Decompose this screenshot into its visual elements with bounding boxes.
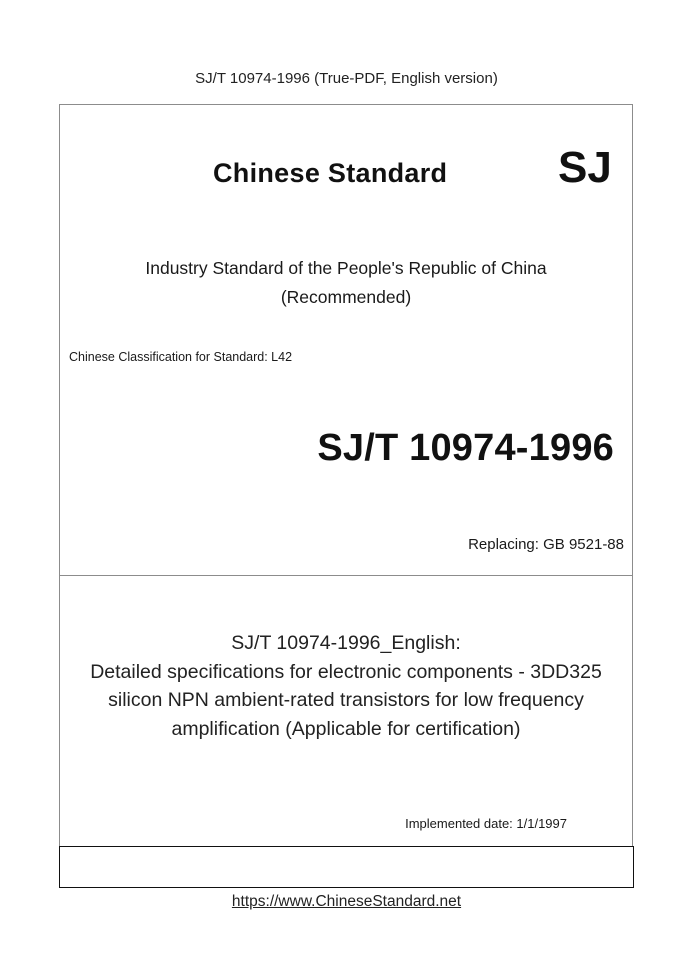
english-title-line-3: silicon NPN ambient-rated transistors for low frequency — [108, 689, 584, 711]
english-title-block — [62, 629, 630, 743]
brand-title: Chinese Standard — [213, 158, 448, 188]
footer-box — [59, 846, 634, 888]
website-link[interactable]: https://www.ChineseStandard.net — [231, 893, 462, 910]
brand-code: SJ — [558, 143, 612, 192]
section-divider — [60, 575, 632, 576]
recommended-line: (Recommended) — [280, 287, 412, 307]
english-title-line-1: SJ/T 10974-1996_English: — [231, 632, 461, 654]
cover-frame — [59, 104, 633, 887]
document-header-title: SJ/T 10974-1996 (True-PDF, English version) — [195, 70, 498, 87]
replacing-text: Replacing: GB 9521-88 — [468, 536, 624, 553]
implemented-date: Implemented date: 1/1/1997 — [405, 816, 567, 831]
standard-number: SJ/T 10974-1996 — [317, 427, 614, 469]
classification-text: Chinese Classification for Standard: L42 — [69, 350, 293, 364]
english-title-line-2: Detailed specifications for electronic components - 3DD325 — [90, 660, 602, 683]
english-title-line-4: amplification (Applicable for certification) — [171, 717, 521, 740]
industry-standard-line: Industry Standard of the People's Republic of China — [145, 258, 547, 278]
